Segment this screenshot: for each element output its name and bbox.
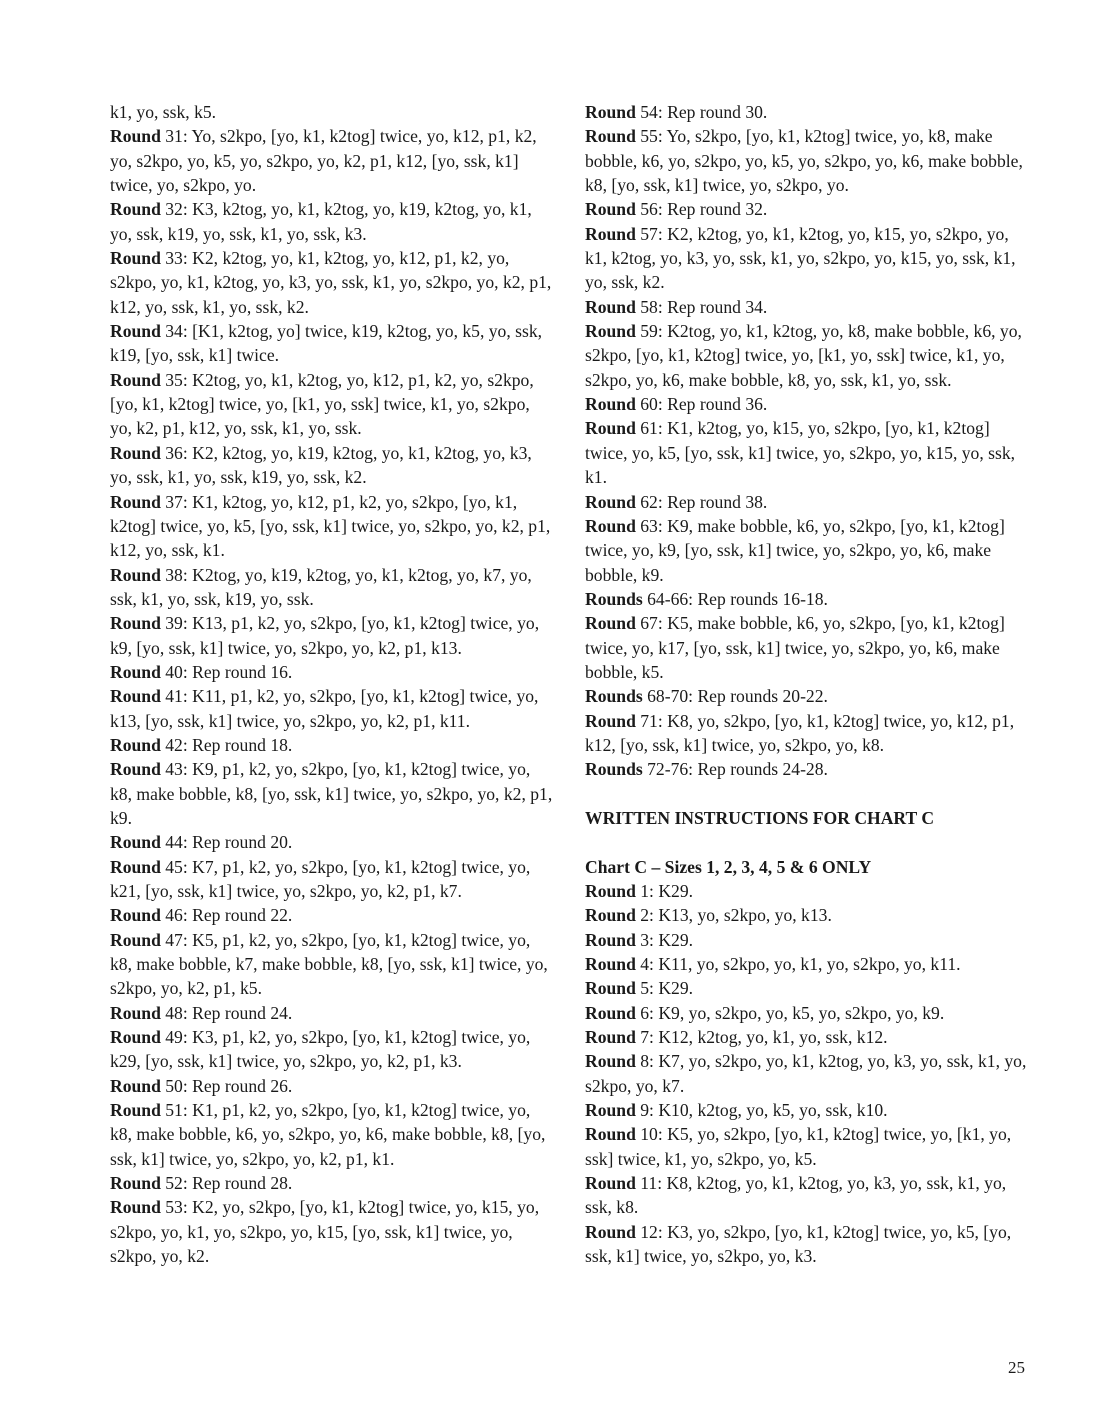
- round-label: Round: [585, 1221, 636, 1242]
- instruction-line: [110, 611, 555, 660]
- instruction-line: [585, 124, 1033, 197]
- round-text: 47: K5, p1, k2, yo, s2kpo, [yo, k1, k2tog] twice, yo, k8, make bobble, k7, make bobble, k8, [yo, ssk, k1] twice, yo, s2kpo, yo, k2, p1, k5.: [110, 929, 548, 999]
- round-text: 58: Rep round 34.: [635, 296, 768, 317]
- instruction-line: [110, 197, 555, 246]
- instruction-line: [585, 903, 1033, 927]
- right-rounds-list: [585, 100, 1033, 782]
- round-label: Round: [585, 1100, 636, 1121]
- instruction-line: [585, 1001, 1033, 1025]
- round-text: 3: K29.: [635, 929, 694, 950]
- round-text: 55: Yo, s2kpo, [yo, k1, k2tog] twice, yo, k8, make bobble, k6, yo, s2kpo, yo, k5, yo, s2kpo, yo, k6, make bobble, k8, [yo, ssk, k1] twice, yo, s2kpo, yo.: [585, 126, 1023, 196]
- instruction-line: [110, 1195, 555, 1268]
- round-label: Round: [585, 905, 636, 926]
- round-text: 43: K9, p1, k2, yo, s2kpo, [yo, k1, k2tog] twice, yo, k8, make bobble, k8, [yo, ssk, k1] twice, yo, s2kpo, yo, k2, p1, k9.: [110, 759, 553, 828]
- round-label: Round: [110, 1100, 161, 1121]
- instruction-line: [585, 392, 1033, 416]
- instruction-line: [110, 100, 555, 124]
- round-label: Round: [110, 199, 161, 220]
- round-text: 49: K3, p1, k2, yo, s2kpo, [yo, k1, k2tog] twice, yo, k29, [yo, ssk, k1] twice, yo, s2kpo, yo, k2, p1, k3.: [110, 1027, 531, 1072]
- round-label: Round: [110, 832, 161, 853]
- round-label: Round: [585, 881, 636, 901]
- chart-c-subheading: Chart C – Sizes 1, 2, 3, 4, 5 & 6 ONLY: [585, 856, 872, 877]
- instruction-line: [585, 1122, 1033, 1171]
- round-label: Round: [585, 1002, 636, 1023]
- round-text: 5: K29.: [635, 978, 694, 999]
- instruction-line: [110, 490, 555, 563]
- round-label: Round: [110, 734, 161, 755]
- instruction-line: [585, 587, 1033, 611]
- round-label: Round: [585, 102, 636, 122]
- round-text: 41: K11, p1, k2, yo, s2kpo, [yo, k1, k2tog] twice, yo, k13, [yo, ssk, k1] twice, yo, s2kpo, yo, k2, p1, k11.: [110, 686, 539, 731]
- right-column: [585, 100, 1033, 1269]
- instruction-line: [585, 757, 1033, 781]
- round-text: 67: K5, make bobble, k6, yo, s2kpo, [yo, k1, k2tog] twice, yo, k17, [yo, ssk, k1] twice, yo, s2kpo, yo, k6, make bobble, k5.: [585, 613, 1005, 682]
- page-number: 25: [1008, 1358, 1025, 1377]
- instruction-line: [585, 319, 1033, 392]
- instruction-line: [110, 1098, 555, 1171]
- round-text: 1: K29.: [635, 881, 694, 901]
- instruction-line: [110, 368, 555, 441]
- round-label: Round: [110, 321, 161, 342]
- round-label: Round: [585, 321, 636, 342]
- round-text: 46: Rep round 22.: [160, 905, 293, 926]
- round-text: 36: K2, k2tog, yo, k19, k2tog, yo, k1, k2tog, yo, k3, yo, ssk, k1, yo, ssk, k19, yo, ssk, k2.: [110, 442, 532, 488]
- spacer: [585, 782, 1033, 806]
- round-text: 8: K7, yo, s2kpo, yo, k1, k2tog, yo, k3, yo, ssk, k1, yo, s2kpo, yo, k7.: [585, 1051, 1027, 1096]
- round-label: Round: [110, 248, 161, 269]
- instruction-line: [110, 928, 555, 1001]
- round-label: Round: [585, 929, 636, 950]
- round-text: 44: Rep round 20.: [160, 832, 293, 853]
- round-label: Round: [585, 418, 636, 439]
- round-label: Round: [110, 442, 161, 463]
- instruction-line: [110, 1025, 555, 1074]
- round-text: 57: K2, k2tog, yo, k1, k2tog, yo, k15, yo, s2kpo, yo, k1, k2tog, yo, k3, yo, ssk, k1, yo, s2kpo, yo, k15, yo, ssk, k1, yo, ssk, k2.: [585, 223, 1016, 293]
- round-text: 11: K8, k2tog, yo, k1, k2tog, yo, k3, yo, ssk, k1, yo, ssk, k8.: [585, 1173, 1007, 1218]
- instruction-line: [110, 1171, 555, 1195]
- round-text: 63: K9, make bobble, k6, yo, s2kpo, [yo, k1, k2tog] twice, yo, k9, [yo, ssk, k1] twice, yo, s2kpo, yo, k6, make bobble, k9.: [585, 515, 1005, 585]
- instruction-line: [110, 660, 555, 684]
- round-text: 54: Rep round 30.: [635, 102, 768, 122]
- round-label: Round: [585, 1124, 636, 1145]
- round-label: Round: [585, 491, 636, 512]
- instruction-line: [110, 124, 555, 197]
- instruction-line: [585, 514, 1033, 587]
- instruction-line: [110, 319, 555, 368]
- round-text: 53: K2, yo, s2kpo, [yo, k1, k2tog] twice, yo, k15, yo, s2kpo, yo, k1, yo, s2kpo, yo, k15, [yo, ssk, k1] twice, yo, s2kpo, yo, k2.: [110, 1197, 540, 1267]
- round-label: Rounds: [585, 686, 643, 707]
- round-label: Rounds: [585, 759, 643, 780]
- round-label: Round: [585, 954, 636, 975]
- instruction-line: [110, 1001, 555, 1025]
- round-text: 52: Rep round 28.: [160, 1173, 293, 1194]
- round-label: Round: [585, 1173, 636, 1194]
- round-label: Round: [110, 1002, 161, 1023]
- round-text: 72-76: Rep rounds 24-28.: [642, 759, 828, 780]
- instruction-line: [585, 490, 1033, 514]
- instruction-line: [585, 222, 1033, 295]
- round-text: 31: Yo, s2kpo, [yo, k1, k2tog] twice, yo, k12, p1, k2, yo, s2kpo, yo, k5, yo, s2kpo, yo, k2, p1, k12, [yo, ssk, k1] twice, yo, s2kpo, yo.: [110, 126, 537, 196]
- instruction-line: [110, 684, 555, 733]
- instruction-line: [585, 976, 1033, 1000]
- spacer: [585, 830, 1033, 854]
- instruction-line: [585, 1098, 1033, 1122]
- round-text: 45: K7, p1, k2, yo, s2kpo, [yo, k1, k2tog] twice, yo, k21, [yo, ssk, k1] twice, yo, s2kpo, yo, k2, p1, k7.: [110, 856, 531, 901]
- instruction-line: [585, 1220, 1033, 1269]
- round-text: 7: K12, k2tog, yo, k1, yo, ssk, k12.: [635, 1027, 888, 1048]
- round-text: 68-70: Rep rounds 20-22.: [642, 686, 828, 707]
- instruction-line: [585, 928, 1033, 952]
- instruction-line: [585, 416, 1033, 489]
- round-label: Round: [110, 759, 161, 780]
- round-text: 38: K2tog, yo, k19, k2tog, yo, k1, k2tog, yo, k7, yo, ssk, k1, yo, ssk, k19, yo, ssk.: [110, 564, 532, 609]
- round-text: 60: Rep round 36.: [635, 394, 768, 415]
- instruction-line: [585, 709, 1033, 758]
- round-label: Round: [585, 199, 636, 220]
- round-text: 59: K2tog, yo, k1, k2tog, yo, k8, make bobble, k6, yo, s2kpo, [yo, k1, k2tog] twice, yo, [k1, yo, ssk] twice, k1, yo, s2kpo, yo, k6, make bobble, k8, yo, ssk, k1, yo, ssk.: [585, 321, 1022, 390]
- round-text: 62: Rep round 38.: [635, 491, 768, 512]
- round-text: 9: K10, k2tog, yo, k5, yo, ssk, k10.: [635, 1100, 888, 1121]
- round-label: Round: [585, 515, 636, 536]
- instruction-line: [110, 757, 555, 830]
- round-label: Round: [110, 856, 161, 877]
- round-label: Round: [585, 1027, 636, 1048]
- round-label: Round: [110, 686, 161, 707]
- round-text: 35: K2tog, yo, k1, k2tog, yo, k12, p1, k2, yo, s2kpo, [yo, k1, k2tog] twice, yo, [k1, yo, ssk] twice, k1, yo, s2kpo, yo, k2, p1, k12, yo, ssk, k1, yo, ssk.: [110, 369, 534, 439]
- round-label: Round: [110, 1075, 161, 1096]
- round-text: 12: K3, yo, s2kpo, [yo, k1, k2tog] twice, yo, k5, [yo, ssk, k1] twice, yo, s2kpo, yo, k3.: [585, 1221, 1012, 1267]
- left-column: [110, 100, 555, 1269]
- round-text: 32: K3, k2tog, yo, k1, k2tog, yo, k19, k2tog, yo, k1, yo, ssk, k19, yo, ssk, k1, yo, ssk, k3.: [110, 199, 532, 244]
- instruction-line: [585, 1049, 1033, 1098]
- round-text: 50: Rep round 26.: [160, 1075, 293, 1096]
- round-label: Round: [110, 613, 161, 634]
- round-label: Round: [110, 905, 161, 926]
- round-text: 51: K1, p1, k2, yo, s2kpo, [yo, k1, k2tog] twice, yo, k8, make bobble, k6, yo, s2kpo, yo, k6, make bobble, k8, [yo, ssk, k1] twice, yo, s2kpo, yo, k2, p1, k1.: [110, 1100, 546, 1169]
- round-text: 56: Rep round 32.: [635, 199, 768, 220]
- round-text: 4: K11, yo, s2kpo, yo, k1, yo, s2kpo, yo, k11.: [635, 954, 961, 975]
- instruction-line: [585, 100, 1033, 124]
- round-label: Round: [585, 296, 636, 317]
- instruction-line: [110, 246, 555, 319]
- instruction-line: [585, 879, 1033, 903]
- round-text: 64-66: Rep rounds 16-18.: [642, 588, 828, 609]
- round-label: Round: [110, 1027, 161, 1048]
- instruction-line: [110, 903, 555, 927]
- round-label: Round: [585, 394, 636, 415]
- round-label: Round: [585, 1051, 636, 1072]
- round-text: 39: K13, p1, k2, yo, s2kpo, [yo, k1, k2tog] twice, yo, k9, [yo, ssk, k1] twice, yo, s2kpo, yo, k2, p1, k13.: [110, 613, 540, 658]
- round-label: Round: [110, 1173, 161, 1194]
- round-text: 34: [K1, k2tog, yo] twice, k19, k2tog, yo, k5, yo, ssk, k19, [yo, ssk, k1] twice.: [110, 321, 543, 366]
- round-label: Round: [110, 1197, 161, 1218]
- instruction-line: [585, 611, 1033, 684]
- instruction-line: [110, 441, 555, 490]
- round-text: 40: Rep round 16.: [160, 661, 293, 682]
- round-label: Round: [585, 710, 636, 731]
- round-label: Round: [110, 126, 161, 147]
- section-heading: WRITTEN INSTRUCTIONS FOR CHART C: [585, 807, 935, 828]
- round-label: Round: [585, 126, 636, 147]
- round-text: 10: K5, yo, s2kpo, [yo, k1, k2tog] twice, yo, [k1, yo, ssk] twice, k1, yo, s2kpo, yo, k5.: [585, 1124, 1012, 1169]
- round-text: 71: K8, yo, s2kpo, [yo, k1, k2tog] twice, yo, k12, p1, k12, [yo, ssk, k1] twice, yo, s2kpo, yo, k8.: [585, 710, 1015, 755]
- round-label: Round: [585, 978, 636, 999]
- instruction-line: [110, 733, 555, 757]
- instruction-line: [585, 197, 1033, 221]
- instruction-line: [585, 1025, 1033, 1049]
- round-text: 37: K1, k2tog, yo, k12, p1, k2, yo, s2kpo, [yo, k1, k2tog] twice, yo, k5, [yo, ssk, k1] twice, yo, s2kpo, yo, k2, p1, k12, yo, ssk, k1.: [110, 491, 551, 561]
- instruction-line: [110, 563, 555, 612]
- round-text: 33: K2, k2tog, yo, k1, k2tog, yo, k12, p1, k2, yo, s2kpo, yo, k1, k2tog, yo, k3, yo, ssk, k1, yo, s2kpo, yo, k2, p1, k12, yo, ssk, k1, yo, ssk, k2.: [110, 248, 552, 317]
- instruction-line: [110, 830, 555, 854]
- round-label: Round: [110, 929, 161, 950]
- round-text: 6: K9, yo, s2kpo, yo, k5, yo, s2kpo, yo, k9.: [635, 1002, 945, 1023]
- instruction-line: [585, 295, 1033, 319]
- round-text: 42: Rep round 18.: [160, 734, 293, 755]
- round-text: k1, yo, ssk, k5.: [110, 102, 217, 122]
- instruction-line: [585, 684, 1033, 708]
- round-label: Rounds: [585, 588, 643, 609]
- chart-c-rounds-list: [585, 879, 1033, 1269]
- instruction-line: [585, 1171, 1033, 1220]
- round-label: Round: [110, 661, 161, 682]
- round-text: 48: Rep round 24.: [160, 1002, 293, 1023]
- round-text: 2: K13, yo, s2kpo, yo, k13.: [635, 905, 832, 926]
- round-label: Round: [110, 369, 161, 390]
- round-label: Round: [585, 223, 636, 244]
- instruction-line: [585, 952, 1033, 976]
- round-label: Round: [110, 564, 161, 585]
- round-label: Round: [585, 613, 636, 634]
- instruction-line: [110, 855, 555, 904]
- round-label: Round: [110, 491, 161, 512]
- instruction-line: [110, 1074, 555, 1098]
- round-text: 61: K1, k2tog, yo, k15, yo, s2kpo, [yo, k1, k2tog] twice, yo, k5, [yo, ssk, k1] twice, yo, s2kpo, yo, k15, yo, ssk, k1.: [585, 418, 1016, 488]
